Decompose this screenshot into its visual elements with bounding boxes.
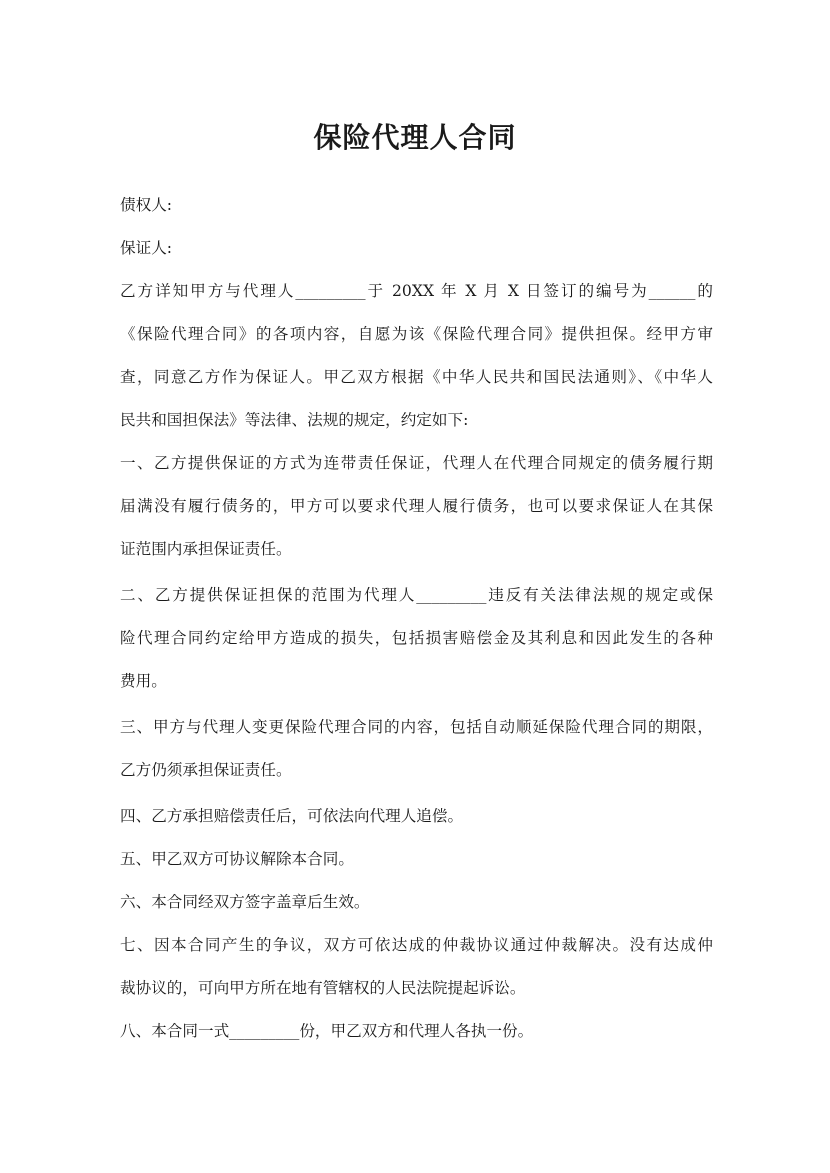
paragraph-line: 债权人: — [120, 196, 173, 214]
paragraph-line: 六、本合同经双方签字盖章后生效。 — [120, 893, 370, 911]
paragraph — [120, 192, 713, 235]
paragraph-line: 五、甲乙双方可协议解除本合同。 — [120, 850, 354, 868]
document-title: 保险代理人合同 — [313, 121, 517, 154]
paragraph — [120, 932, 713, 1018]
paragraph-line: 查，同意乙方作为保证人。甲乙双方根据《中华人民共和国民法通则》、《中华人 — [120, 368, 713, 386]
paragraph — [120, 278, 713, 450]
paragraph-line: 裁协议的，可向甲方所在地有管辖权的人民法院提起诉讼。 — [120, 979, 526, 997]
paragraph-line: 《保险代理合同》的各项内容，自愿为该《保险代理合同》提供担保。经甲方审 — [120, 325, 713, 343]
paragraph-line: 险代理合同约定给甲方造成的损失，包括损害赔偿金及其利息和因此发生的各种 — [120, 629, 713, 647]
paragraph — [120, 1018, 713, 1061]
paragraph-line: 四、乙方承担赔偿责任后，可依法向代理人追偿。 — [120, 807, 464, 825]
paragraph — [120, 714, 713, 800]
paragraph-line: 三、甲方与代理人变更保险代理合同的内容，包括自动顺延保险代理合同的期限， — [120, 718, 713, 736]
paragraph-line: 民共和国担保法》等法律、法规的规定，约定如下: — [120, 411, 469, 429]
paragraph — [120, 582, 713, 711]
paragraph — [120, 235, 713, 278]
paragraph-line: 证范围内承担保证责任。 — [120, 540, 292, 558]
paragraph — [120, 450, 713, 579]
paragraph-line: 七、因本合同产生的争议，双方可依达成的仲裁协议通过仲裁解决。没有达成仲 — [120, 936, 713, 954]
paragraph-line: 二、乙方提供保证担保的范围为代理人_________违反有关法律法规的规定或保 — [120, 586, 713, 604]
document-body — [120, 192, 713, 1061]
paragraph — [120, 889, 713, 932]
paragraph-line: 届满没有履行债务的，甲方可以要求代理人履行债务，也可以要求保证人在其保 — [120, 497, 713, 515]
paragraph-line: 乙方详知甲方与代理人_________于 20XX 年 X 月 X 日签订的编号为______的 — [120, 282, 713, 300]
paragraph-line: 一、乙方提供保证的方式为连带责任保证，代理人在代理合同规定的债务履行期 — [120, 454, 713, 472]
paragraph-line: 保证人: — [120, 239, 173, 257]
paragraph-line: 乙方仍须承担保证责任。 — [120, 761, 292, 779]
paragraph — [120, 803, 713, 846]
paragraph-line: 费用。 — [120, 672, 167, 690]
paragraph-line: 八、本合同一式_________份，甲乙双方和代理人各执一份。 — [120, 1022, 534, 1040]
paragraph — [120, 846, 713, 889]
